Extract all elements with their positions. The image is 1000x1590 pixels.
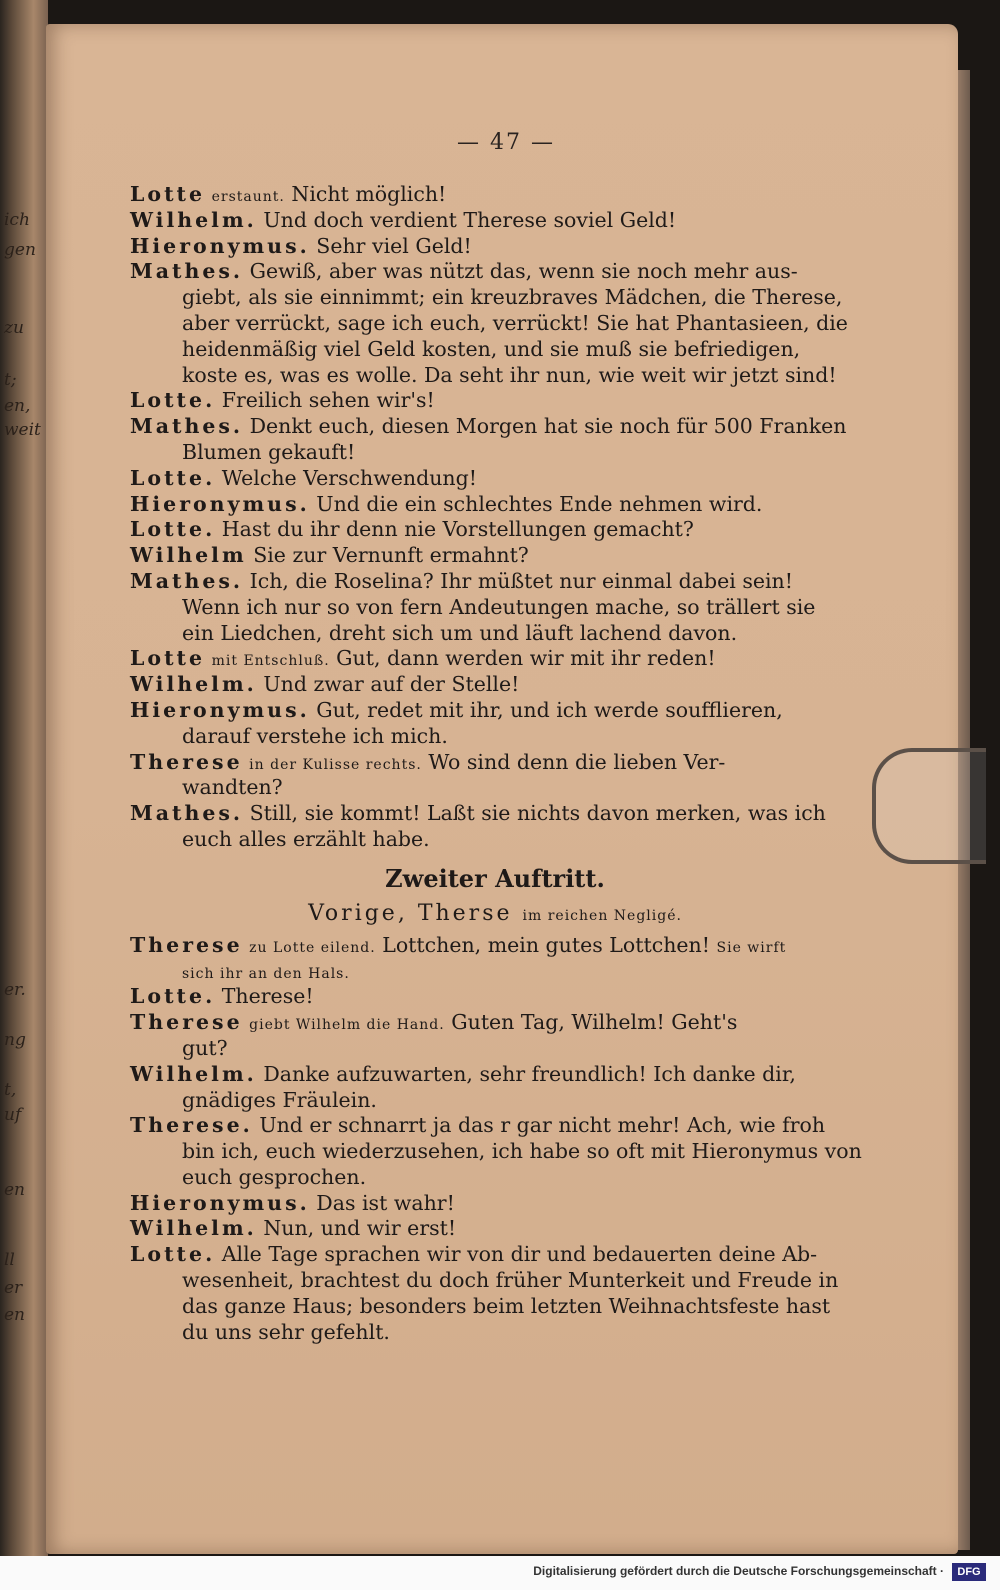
stage-direction: Sie wirft: [716, 939, 787, 956]
footer-bar: [0, 1556, 1000, 1590]
left-page-fragment: er.: [4, 980, 26, 1000]
speaker-name: Lotte: [130, 182, 206, 206]
left-page-fragment: ll: [4, 1250, 15, 1270]
dialogue-text: ein Liedchen, dreht sich um und läuft lachend davon.: [182, 620, 738, 645]
text-line: [130, 285, 860, 311]
text-line: [130, 182, 860, 208]
text-line: [130, 1036, 860, 1062]
text-line: [130, 724, 860, 750]
speaker-name: Lotte.: [130, 465, 216, 490]
stage-direction: giebt Wilhelm die Hand.: [249, 1017, 445, 1034]
subheading-direction: im reichen Negligé.: [522, 907, 682, 924]
dialogue-text: Gut, dann werden wir mit ihr reden!: [336, 646, 716, 671]
text-line: [130, 1242, 860, 1268]
dialogue-text: Gut, redet mit ihr, und ich werde soufflieren,: [316, 697, 783, 722]
left-page-fragment: t;: [4, 370, 17, 390]
dialogue-text: Blumen gekauft!: [182, 439, 356, 464]
dialogue-text: euch alles erzählt habe.: [182, 826, 430, 851]
left-page-fragment: weit: [4, 420, 41, 440]
dialogue-text: Guten Tag, Wilhelm! Geht's: [451, 1010, 738, 1035]
dialogue-text: Nicht möglich!: [291, 182, 447, 206]
dialogue-text: koste es, was es wolle. Da seht ihr nun, wie weit wir jetzt sind!: [182, 362, 837, 387]
text-line: [130, 750, 860, 776]
left-page-fragment: gen: [4, 240, 36, 260]
dialogue-text: das ganze Haus; besonders beim letzten Weihnachtsfeste hast: [182, 1293, 831, 1318]
text-line: [130, 801, 860, 827]
dialogue-text: Und die ein schlechtes Ende nehmen wird.: [316, 491, 763, 516]
speaker-name: Hieronymus.: [130, 491, 310, 516]
speaker-name: Lotte.: [130, 984, 216, 1009]
text-line: [130, 984, 860, 1010]
text-line: [130, 775, 860, 801]
text-line: [130, 517, 860, 543]
stage-direction: erstaunt.: [211, 189, 285, 205]
dialogue-text: Und zwar auf der Stelle!: [263, 672, 520, 697]
speaker-name: Wilhelm.: [130, 1216, 257, 1241]
speaker-name: Hieronymus.: [130, 697, 310, 722]
dialogue-text: Ich, die Roselina? Ihr müßtet nur einmal dabei sein!: [249, 568, 793, 593]
text-line: [130, 1165, 860, 1191]
text-line: [130, 621, 860, 647]
text-line: [130, 388, 860, 414]
left-page-fragment: en,: [4, 396, 31, 416]
dialogue-text: Und er schnarrt ja das r gar nicht mehr! Ach, wie froh: [259, 1113, 826, 1138]
dialogue-text: Wenn ich nur so von fern Andeutungen mache, so trällert sie: [182, 594, 816, 619]
page-number: — 47 —: [457, 130, 555, 155]
dialogue-text: bin ich, euch wiederzusehen, ich habe so oft mit Hieronymus von: [182, 1139, 862, 1164]
text-line: [130, 698, 860, 724]
speaker-name: Wilhelm: [130, 543, 247, 568]
dialogue-block-1: [130, 182, 860, 853]
text-line: [130, 959, 860, 985]
text-line: [130, 1088, 860, 1114]
speaker-name: Mathes.: [130, 801, 244, 826]
left-page-fragment: er: [4, 1278, 23, 1298]
speaker-name: Therese: [130, 749, 243, 774]
speaker-name: Wilhelm.: [130, 207, 257, 232]
page-clip: [872, 748, 986, 864]
text-line: [130, 259, 860, 285]
dialogue-text: gut?: [182, 1035, 228, 1060]
left-page-fragment: en: [4, 1180, 26, 1200]
text-line: [130, 1294, 860, 1320]
dialogue-text: euch gesprochen.: [182, 1164, 367, 1189]
dialogue-text: heidenmäßig viel Geld kosten, und sie muß sie befriedigen,: [182, 336, 801, 361]
speaker-name: Mathes.: [130, 259, 244, 284]
dialogue-block-2: [130, 933, 860, 1346]
speaker-name: Lotte.: [130, 1242, 216, 1267]
speaker-name: Mathes.: [130, 568, 244, 593]
text-line: [130, 466, 860, 492]
stage-direction: sich ihr an den Hals.: [182, 965, 350, 982]
stage-direction: mit Entschluß.: [211, 653, 330, 670]
dialogue-text: giebt, als sie einnimmt; ein kreuzbraves Mädchen, die Therese,: [182, 285, 843, 310]
dialogue-text: Wo sind denn die lieben Ver-: [428, 749, 726, 774]
dialogue-text: Sehr viel Geld!: [316, 233, 472, 258]
footer-credit: Digitalisierung gefördert durch die Deutsche Forschungsgemeinschaft ·: [533, 1564, 944, 1578]
dialogue-text: wesenheit, brachtest du doch früher Munterkeit und Freude in: [182, 1268, 839, 1293]
speaker-name: Hieronymus.: [130, 1190, 310, 1215]
dialogue-text: Gewiß, aber was nützt das, wenn sie noch mehr aus-: [249, 259, 798, 284]
speaker-name: Wilhelm.: [130, 672, 257, 697]
subheading-characters: Vorige, Therse: [308, 900, 513, 926]
left-page-fragment: t,: [4, 1080, 17, 1100]
left-page-fragment: en: [4, 1305, 26, 1325]
text-line: [130, 208, 860, 234]
text-line: [130, 1062, 860, 1088]
stage-direction: zu Lotte eilend.: [249, 939, 376, 956]
text-line: [130, 1268, 860, 1294]
text-line: [130, 414, 860, 440]
left-page-fragment: zu: [4, 318, 24, 338]
text-line: [130, 543, 860, 569]
dialogue-text: aber verrückt, sage ich euch, verrückt! Sie hat Phantasieen, die: [182, 310, 848, 335]
text-line: [130, 234, 860, 260]
speaker-name: Therese: [130, 1010, 243, 1035]
speaker-name: Therese.: [130, 1113, 253, 1138]
dialogue-text: Denkt euch, diesen Morgen hat sie noch für 500 Franken: [249, 414, 847, 439]
dialogue-text: Hast du ihr denn nie Vorstellungen gemacht?: [221, 517, 694, 542]
dialogue-text: Sie zur Vernunft ermahnt?: [253, 543, 529, 568]
speaker-name: Wilhelm.: [130, 1061, 257, 1086]
text-line: [130, 646, 860, 672]
text-line: [130, 1010, 860, 1036]
dialogue-text: wandten?: [182, 775, 283, 800]
speaker-name: Lotte: [130, 646, 206, 671]
text-line: [130, 1320, 860, 1346]
left-page-fragment: ich: [4, 210, 30, 230]
stage-direction: in der Kulisse rechts.: [249, 756, 422, 773]
text-line: [130, 1113, 860, 1139]
text-line: [130, 933, 860, 959]
dialogue-text: darauf verstehe ich mich.: [182, 723, 448, 748]
speaker-name: Hieronymus.: [130, 233, 310, 258]
text-line: [130, 672, 860, 698]
text-line: [130, 595, 860, 621]
dialogue-text: Das ist wahr!: [316, 1190, 455, 1215]
page-text: [130, 182, 860, 1345]
dialogue-text: Und doch verdient Therese soviel Geld!: [263, 207, 677, 232]
text-line: [130, 337, 860, 363]
text-line: [130, 1139, 860, 1165]
dialogue-text: Nun, und wir erst!: [263, 1216, 457, 1241]
text-line: [130, 440, 860, 466]
speaker-name: Lotte.: [130, 517, 216, 542]
text-line: [130, 827, 860, 853]
left-page-fragment: uf: [4, 1105, 22, 1125]
dialogue-text: Freilich sehen wir's!: [221, 388, 435, 413]
text-line: [130, 311, 860, 337]
text-line: [130, 1216, 860, 1242]
dialogue-text: Danke aufzuwarten, sehr freundlich! Ich danke dir,: [263, 1061, 796, 1086]
dialogue-text: du uns sehr gefehlt.: [182, 1319, 390, 1344]
text-line: [130, 1191, 860, 1217]
speaker-name: Mathes.: [130, 414, 244, 439]
dialogue-text: gnädiges Fräulein.: [182, 1087, 377, 1112]
dialogue-text: Welche Verschwendung!: [221, 465, 477, 490]
dialogue-text: Still, sie kommt! Laßt sie nichts davon merken, was ich: [249, 801, 826, 826]
left-page-edge: [0, 0, 48, 1556]
scene-subheading: [130, 899, 860, 929]
text-line: [130, 363, 860, 389]
dialogue-text: Alle Tage sprachen wir von dir und bedauerten deine Ab-: [221, 1242, 818, 1267]
scene-heading: Zweiter Auftritt.: [385, 863, 605, 893]
text-line: [130, 569, 860, 595]
text-line: [130, 492, 860, 518]
speaker-name: Therese: [130, 932, 243, 957]
dfg-logo-icon: DFG: [952, 1563, 986, 1581]
dialogue-text: Lottchen, mein gutes Lottchen!: [382, 932, 710, 957]
dialogue-text: Therese!: [221, 984, 314, 1009]
left-page-fragment: ng: [4, 1030, 26, 1050]
speaker-name: Lotte.: [130, 388, 216, 413]
